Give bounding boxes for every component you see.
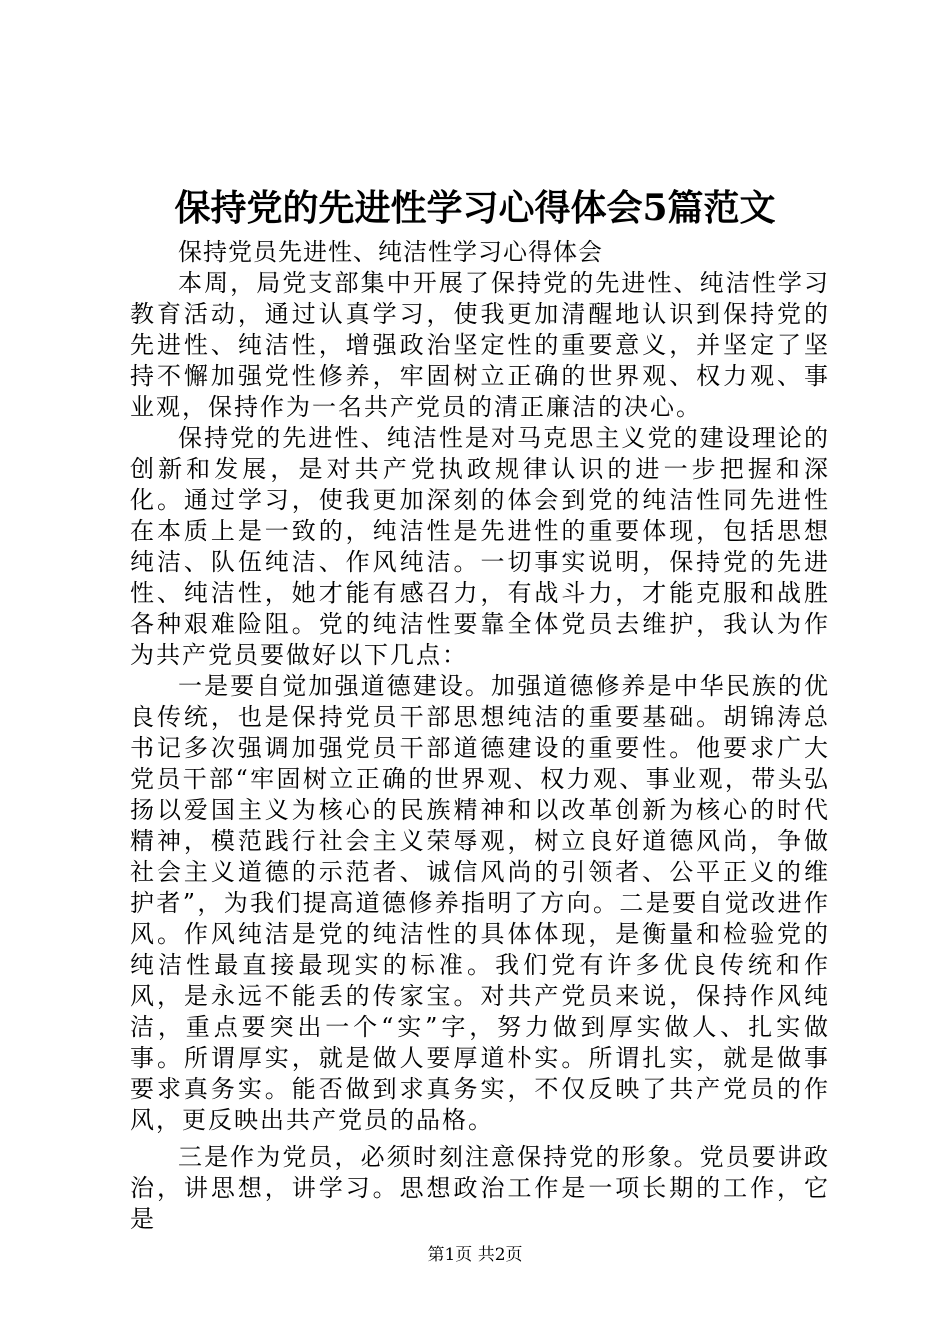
paragraph-2: 保持党的先进性、纯洁性是对马克思主义党的建设理论的创新和发展，是对共产党执政规律认识的进一步把握和深化。通过学习，使我更加深刻的体会到党的纯洁性同先进性在本质上是一致的，纯洁性是先进性的重要体现，包括思想纯洁、队伍纯洁、作风纯洁。一切事实说明，保持党的先进性、纯洁性，她才能有感召力，有战斗力，才能克服和战胜各种艰难险阻。党的纯洁性要靠全体党员去维护，我认为作为共产党员要做好以下几点： — [130, 424, 830, 669]
paragraph-3: 一是要自觉加强道德建设。加强道德修养是中华民族的优良传统，也是保持党员干部思想纯洁的重要基础。胡锦涛总书记多次强调加强党员干部道德建设的重要性。他要求广大党员干部“牢固树立正确的世界观、权力观、事业观，带头弘扬以爱国主义为核心的民族精神和以改革创新为核心的时代精神，模范践行社会主义荣辱观，树立良好道德风尚，争做社会主义道德的示范者、诚信风尚的引领者、公平正义的维护者”，为我们提高道德修养指明了方向。二是要自觉改进作风。作风纯洁是党的纯洁性的具体体现，是衡量和检验党的纯洁性最直接最现实的标准。我们党有许多优良传统和作风，是永远不能丢的传家宝。对共产党员来说，保持作风纯洁，重点要突出一个“实”字，努力做到厚实做人、扎实做事。所谓厚实，就是做人要厚道朴实。所谓扎实，就是做事要求真务实。能否做到求真务实，不仅反映了共产党员的作风，更反映出共产党员的品格。 — [130, 672, 830, 1134]
paragraph-4: 三是作为党员，必须时刻注意保持党的形象。党员要讲政治，讲思想，讲学习。思想政治工作是一项长期的工作，它是 — [130, 1143, 830, 1233]
document-title: 保持党的先进性学习心得体会5篇范文 — [174, 187, 776, 229]
document-body — [130, 237, 830, 1235]
paragraph-1: 本周，局党支部集中开展了保持党的先进性、纯洁性学习教育活动，通过认真学习，使我更加清醒地认识到保持党的先进性、纯洁性，增强政治坚定性的重要意义，并坚定了坚持不懈加强党性修养，牢固树立正确的世界观、权力观、事业观，保持作为一名共产党员的清正廉洁的决心。 — [130, 269, 830, 421]
page-number-footer: 第1页 共2页 — [427, 1245, 523, 1265]
document-subtitle: 保持党员先进性、纯洁性学习心得体会 — [178, 238, 603, 266]
